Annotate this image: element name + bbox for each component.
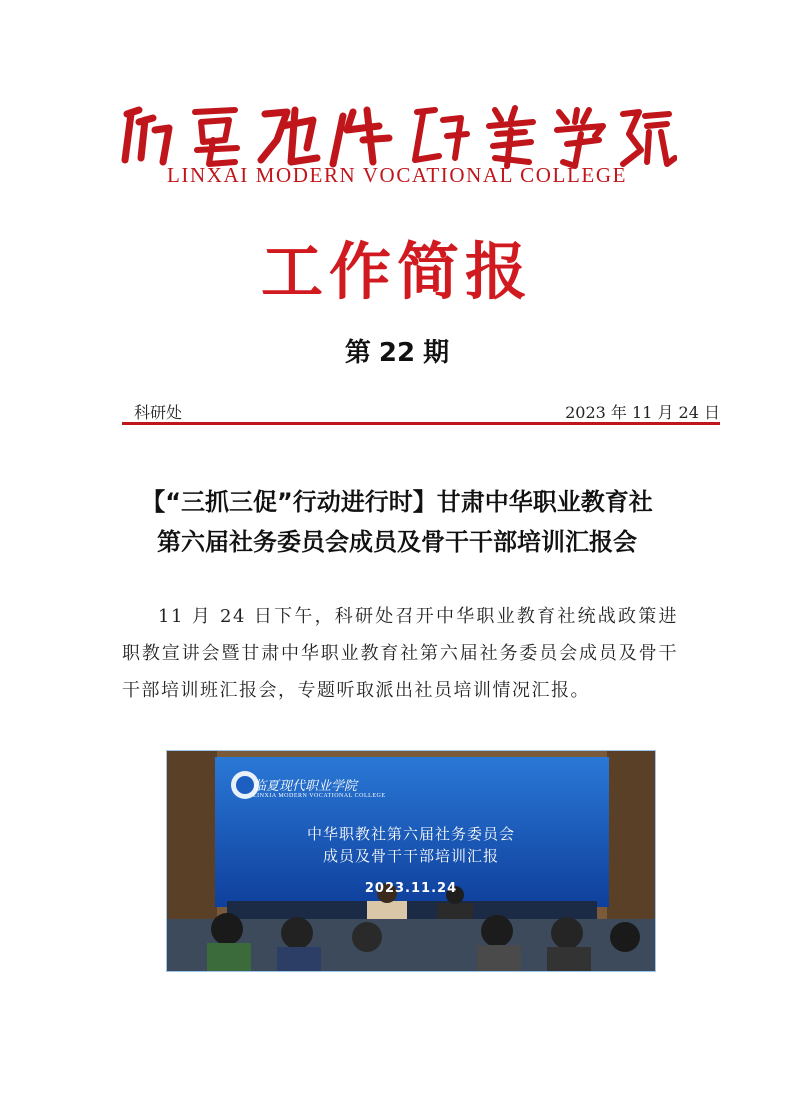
issue-suffix: 期 — [423, 338, 450, 368]
article-title-line-2: 第六届社务委员会成员及骨干干部培训汇报会 — [157, 528, 637, 556]
screen-title-line-1: 中华职教社第六届社务委员会 — [306, 825, 515, 843]
college-logo-calligraphy — [0, 100, 794, 172]
college-name-english: LINXAI MODERN VOCATIONAL COLLEGE — [166, 163, 628, 187]
bulletin-title: 工作简报 — [260, 235, 533, 308]
issue-number: 22 — [378, 338, 416, 368]
article-title-line-1: 【“三抓三促”行动进行时】甘肃中华职业教育社 — [141, 488, 653, 516]
article-title — [80, 482, 714, 562]
header-divider — [122, 422, 720, 425]
issue-number-line — [0, 332, 794, 369]
screen-logo-cn: 临夏现代职业学院 — [253, 779, 358, 794]
screen-title-line-2: 成员及骨干干部培训汇报 — [322, 847, 499, 865]
screen-date: 2023.11.24 — [364, 881, 458, 896]
event-photo — [166, 750, 656, 972]
article-body: 11 月 24 日下午，科研处召开中华职业教育社统战政策进职教宣讲会暨甘肃中华职业教育社第六届社务委员会成员及骨干干部培训班汇报会，专题听取派出社员培训情况汇报。 — [122, 606, 678, 701]
department-label: 科研处 — [134, 403, 183, 422]
issue-date: 2023 年 11 月 24 日 — [565, 403, 720, 422]
issue-prefix: 第 — [344, 338, 371, 368]
screen-logo-en: LINXIA MODERN VOCATIONAL COLLEGE — [253, 793, 386, 799]
college-calligraphy-mark — [117, 100, 677, 172]
